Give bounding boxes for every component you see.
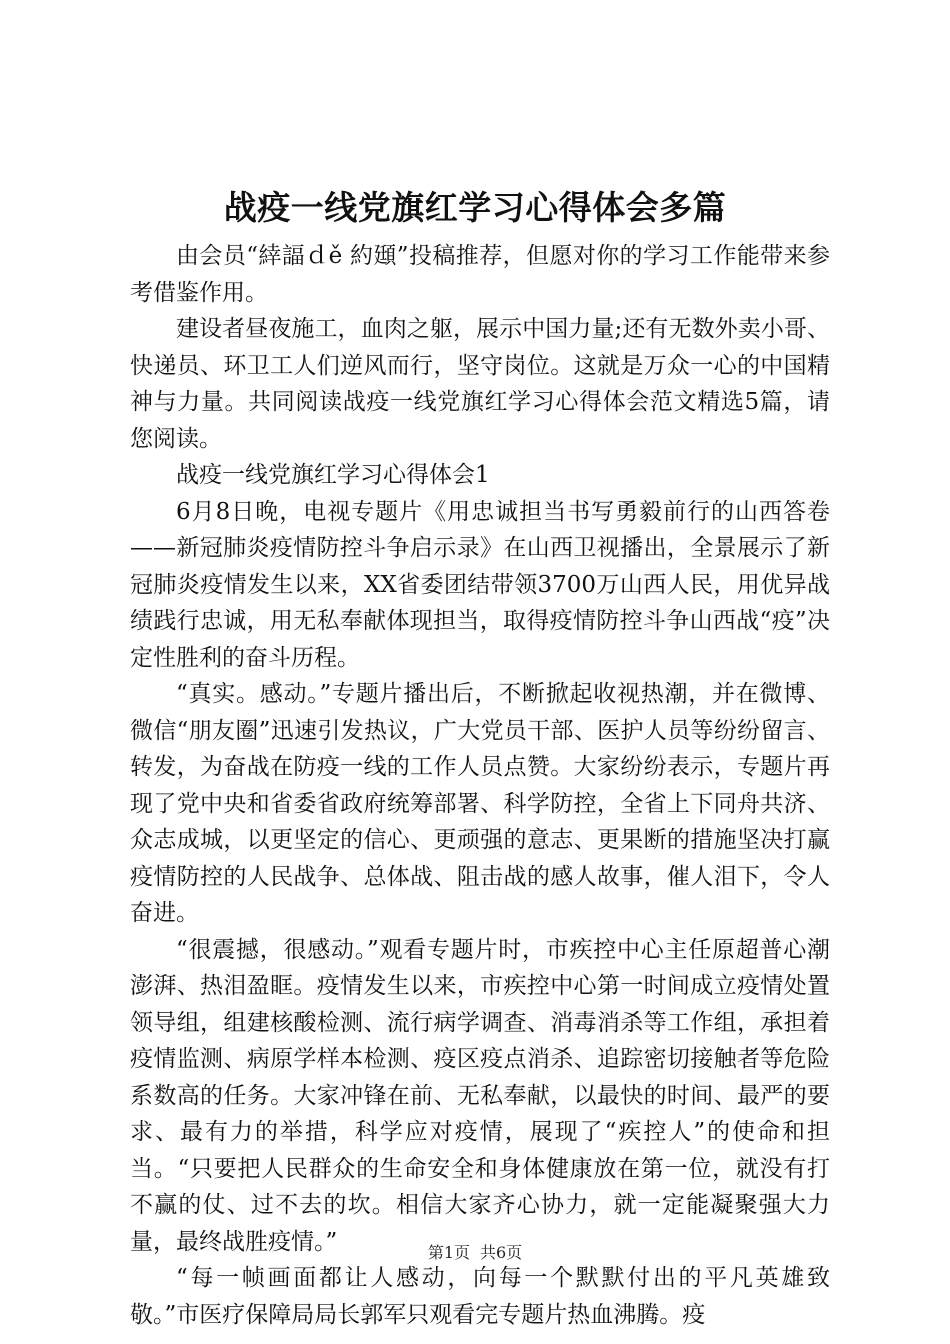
paragraph-intro: 由会员“緈諨ｄě 約頲”投稿推荐，但愿对你的学习工作能带来参考借鉴作用。: [130, 243, 830, 306]
paragraph: “真实。感动。”专题片播出后，不断掀起收视热潮，并在微博、微信“朋友圈”迅速引发热议，广大党员干部、医护人员等纷纷留言、转发，为奋战在防疫一线的工作人员点赞。大家纷纷表示，专题片再现了党中央和省委省政府统筹部署、科学防控，全省上下同舟共济、众志成城，以更坚定的信心、更顽强的意志、更果断的措施坚决打赢疫情防控的人民战争、总体战、阻击战的感人故事，催人泪下，令人奋进。: [130, 681, 830, 926]
paragraph: “很震撼，很感动。”观看专题片时，市疾控中心主任原超普心潮澎湃、热泪盈眶。疫情发生以来，市疾控中心第一时间成立疫情处置领导组，组建核酸检测、流行病学调查、消毒消杀等工作组，承担着疫情监测、病原学样本检测、疫区疫点消杀、追踪密切接触者等危险系数高的任务。大家冲锋在前、无私奉献，以最快的时间、最严的要求、最有力的举措，科学应对疫情，展现了“疾控人”的使命和担当。“只要把人民群众的生命安全和身体健康放在第一位，就没有打不赢的仗、过不去的坎。相信大家齐心协力，就一定能凝聚强大力量，最终战胜疫情。”: [130, 936, 830, 1255]
page-number: 第1页: [427, 1243, 470, 1262]
paragraph: “每一帧画面都让人感动，向每一个默默付出的平凡英雄致敬。”市医疗保障局局长郭军只观看完专题片热血沸腾。疫: [130, 1265, 830, 1328]
document-title: 战疫一线党旗红学习心得体会多篇: [223, 188, 727, 227]
document-body: [130, 238, 830, 1333]
paragraph: 6月8日晚，电视专题片《用忠诚担当书写勇毅前行的山西答卷——新冠肺炎疫情防控斗争启示录》在山西卫视播出，全景展示了新冠肺炎疫情发生以来，XX省委团结带领3700万山西人民，用优异战绩践行忠诚，用无私奉献体现担当，取得疫情防控斗争山西战“疫”决定性胜利的奋斗历程。: [130, 498, 830, 671]
section-heading-1: 战疫一线党旗红学习心得体会1: [176, 462, 490, 488]
paragraph-summary: 建设者昼夜施工，血肉之躯，展示中国力量;还有无数外卖小哥、快递员、环卫工人们逆风而行，坚守岗位。这就是万众一心的中国精神与力量。共同阅读战疫一线党旗红学习心得体会范文精选5篇，请您阅读。: [130, 316, 830, 452]
page-footer: [0, 1243, 950, 1263]
page-total: 共6页: [480, 1243, 523, 1262]
